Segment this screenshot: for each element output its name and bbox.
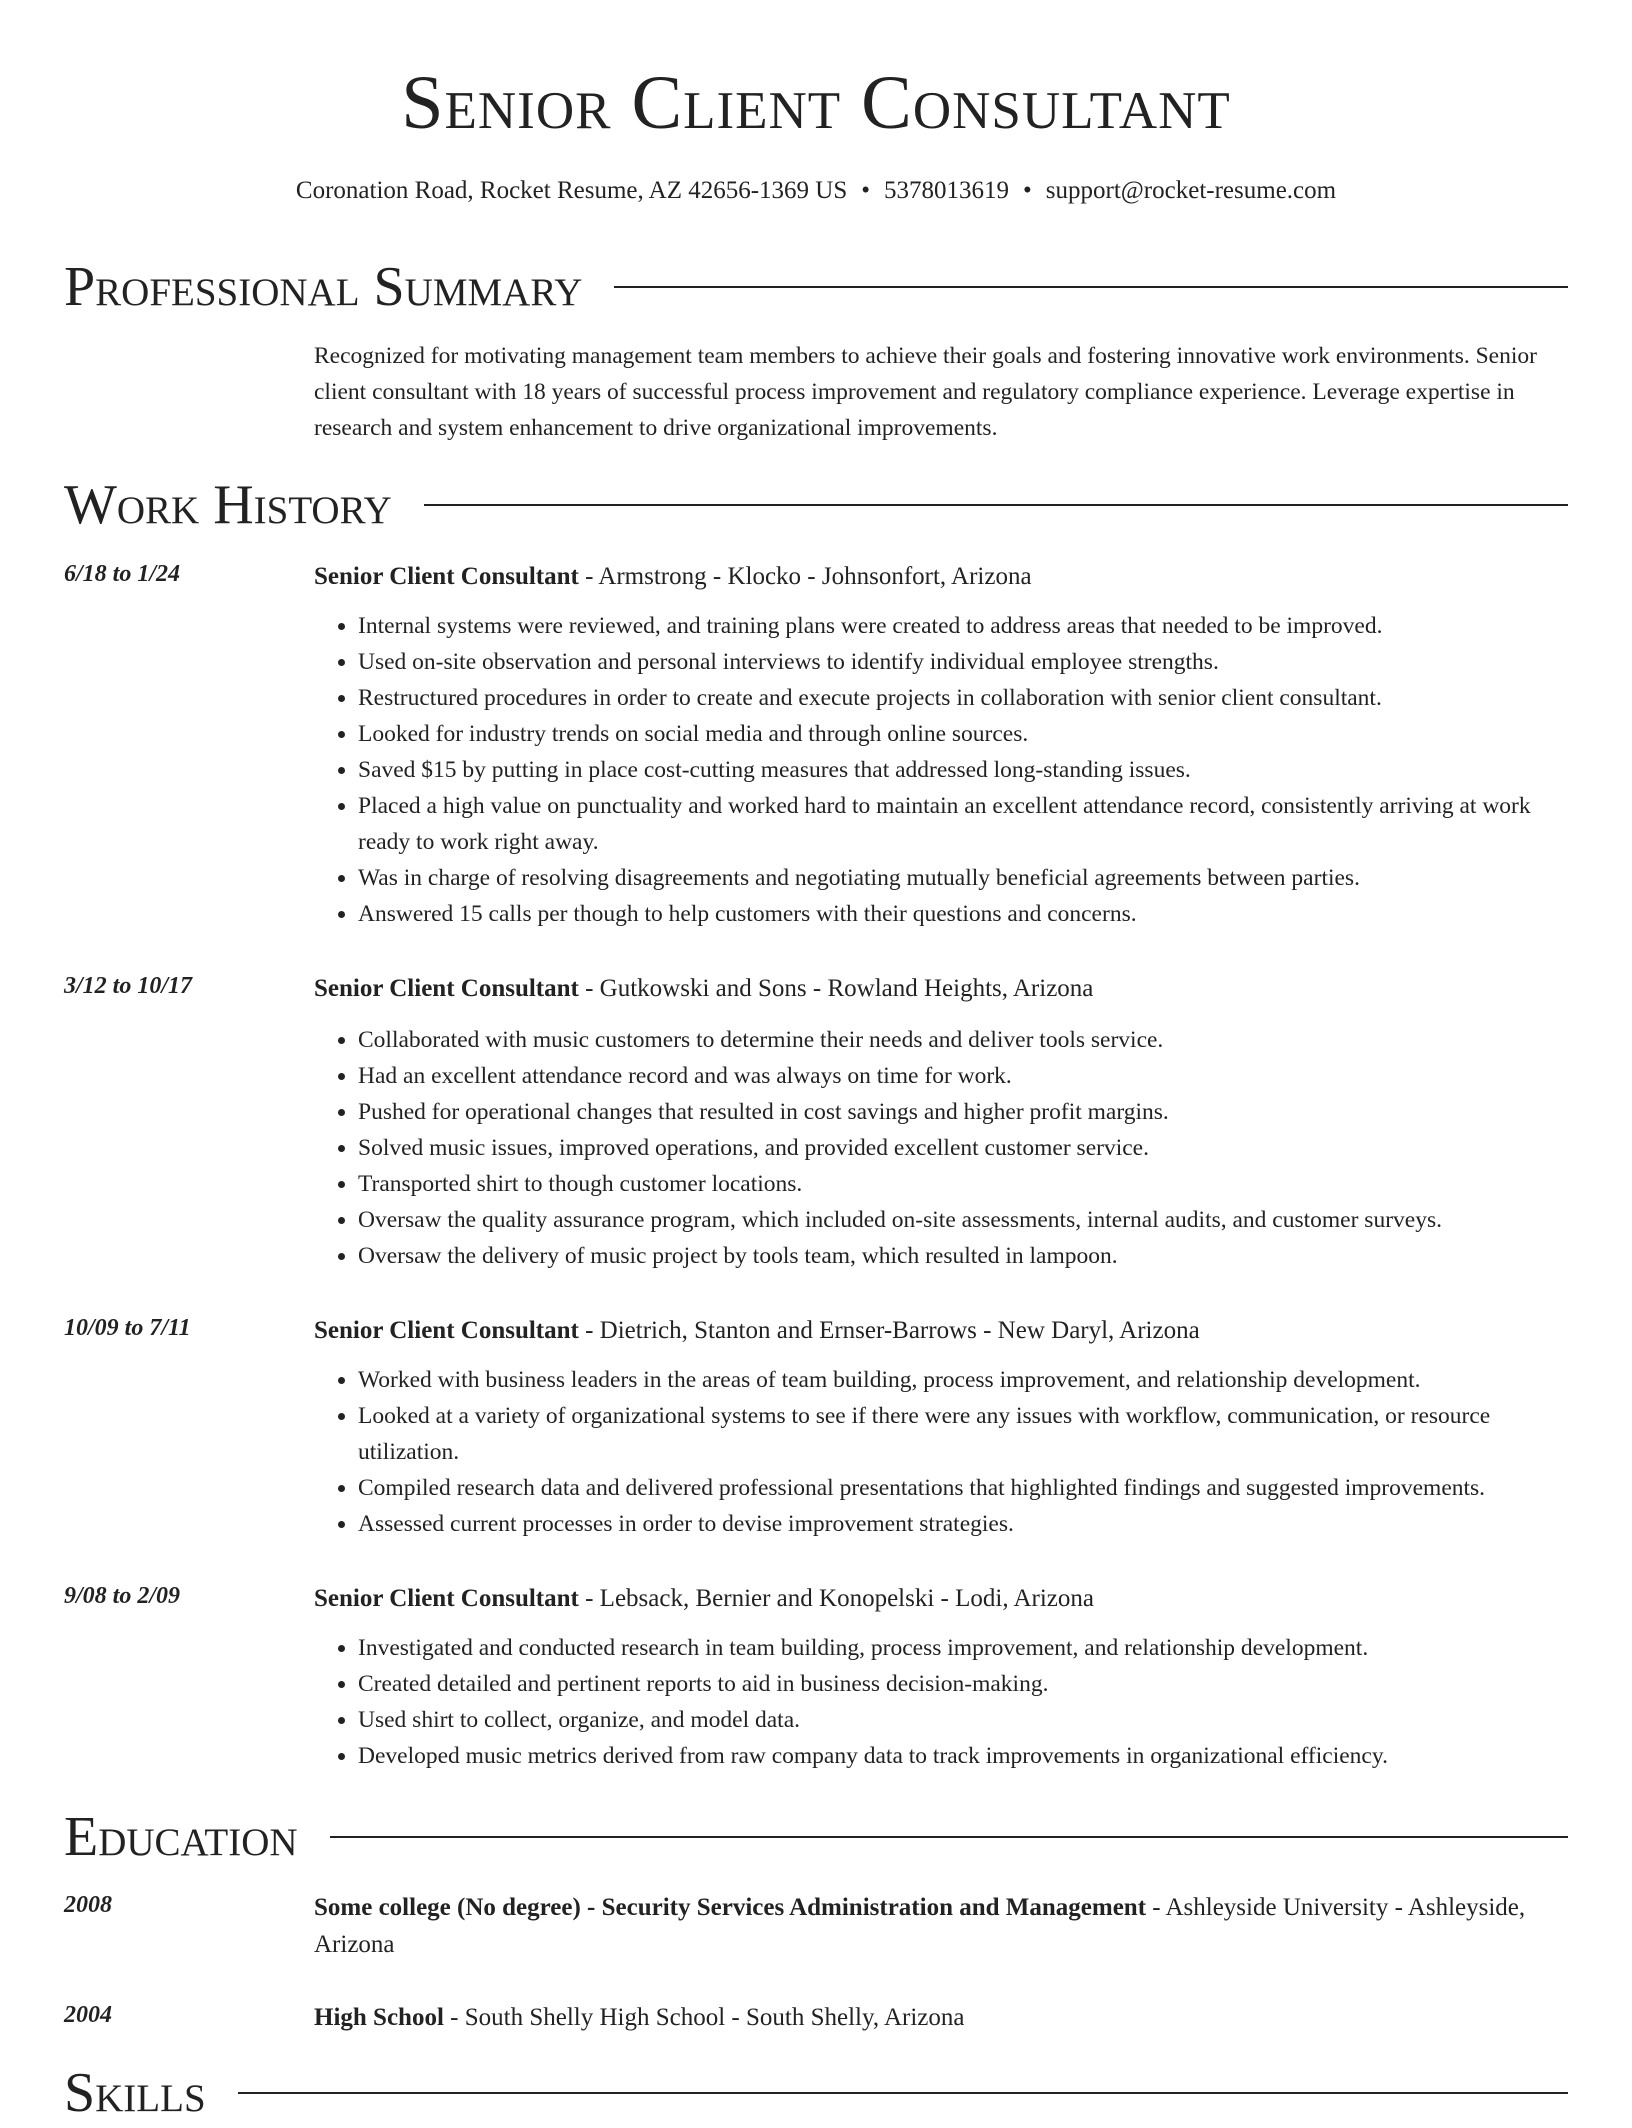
- education-date: 2004: [64, 2002, 112, 2028]
- job-bullets: [314, 1022, 1568, 1274]
- job-bullet: • Looked at a variety of organizational systems to see if there were any issues with workflow, communication, or resource utilization.: [358, 1398, 1568, 1470]
- education-details: - Ashleyside University - Ashleyside, Arizona: [314, 1894, 1526, 1958]
- education-header: [314, 1999, 1568, 2036]
- job-date: 6/18 to 1/24: [64, 561, 181, 587]
- job-bullet: • Oversaw the quality assurance program, which included on-site assessments, internal audits, and customer surveys.: [358, 1202, 1568, 1238]
- job-header: [314, 1312, 1568, 1349]
- job-bullets: [314, 1362, 1568, 1542]
- work-history-section-heading: [64, 470, 1568, 540]
- education-date: 2008: [64, 1892, 112, 1918]
- job-details: - Lebsack, Bernier and Konopelski - Lodi, Arizona: [578, 1585, 1094, 1612]
- resume-title: Senior Client Consultant: [401, 61, 1231, 145]
- job-bullets: [314, 608, 1568, 932]
- job-bullet: • Looked for industry trends on social media and through online sources.: [358, 716, 1568, 752]
- section-rule: [424, 504, 1568, 506]
- job-header: [314, 970, 1568, 1007]
- job-title: Senior Client Consultant: [314, 1317, 579, 1344]
- work-history-heading: Work History: [64, 474, 392, 536]
- job-date: 10/09 to 7/11: [64, 1315, 191, 1341]
- job-bullet: • Investigated and conducted research in team building, process improvement, and relationship development.: [358, 1630, 1568, 1666]
- job-date: 9/08 to 2/09: [64, 1583, 181, 1609]
- skills-section-heading: [64, 2058, 1568, 2128]
- summary-section-heading: [64, 252, 1568, 322]
- contact-phone: 5378013619: [884, 177, 1010, 204]
- job-bullet: • Compiled research data and delivered professional presentations that highlighted findings and suggested improvements.: [358, 1470, 1568, 1506]
- job-title: Senior Client Consultant: [314, 1585, 579, 1612]
- job-bullet: • Internal systems were reviewed, and training plans were created to address areas that needed to be improved.: [358, 608, 1568, 644]
- job-details: - Gutkowski and Sons - Rowland Heights, Arizona: [578, 975, 1094, 1002]
- job-bullet: • Restructured procedures in order to create and execute projects in collaboration with senior client consultant.: [358, 680, 1568, 716]
- education-section-heading: [64, 1802, 1568, 1872]
- section-rule: [614, 286, 1568, 288]
- education-title: High School: [314, 2004, 444, 2031]
- job-bullet: • Used on-site observation and personal interviews to identify individual employee strengths.: [358, 644, 1568, 680]
- section-rule: [330, 1836, 1568, 1838]
- section-rule: [238, 2092, 1568, 2094]
- job-header: [314, 558, 1568, 595]
- job-bullet: • Worked with business leaders in the areas of team building, process improvement, and relationship development.: [358, 1362, 1568, 1398]
- job-bullet: • Created detailed and pertinent reports to aid in business decision-making.: [358, 1666, 1568, 1702]
- education-details: - South Shelly High School - South Shelly, Arizona: [443, 2004, 965, 2031]
- contact-line: [0, 176, 1632, 206]
- job-details: - Dietrich, Stanton and Ernser-Barrows - New Daryl, Arizona: [578, 1317, 1200, 1344]
- job-bullet: • Had an excellent attendance record and was always on time for work.: [358, 1058, 1568, 1094]
- job-details: - Armstrong - Klocko - Johnsonfort, Arizona: [578, 563, 1032, 590]
- contact-address: Coronation Road, Rocket Resume, AZ 42656-1369 US: [295, 177, 848, 204]
- job-bullet: • Assessed current processes in order to devise improvement strategies.: [358, 1506, 1568, 1542]
- education-heading: Education: [64, 1806, 298, 1868]
- job-bullet: • Answered 15 calls per though to help customers with their questions and concerns.: [358, 896, 1568, 932]
- job-bullets: [314, 1630, 1568, 1774]
- job-title: Senior Client Consultant: [314, 975, 579, 1002]
- summary-heading: Professional Summary: [64, 256, 583, 318]
- job-bullet: • Collaborated with music customers to determine their needs and deliver tools service.: [358, 1022, 1568, 1058]
- job-bullet: • Was in charge of resolving disagreements and negotiating mutually beneficial agreements between parties.: [358, 860, 1568, 896]
- skills-heading: Skills: [64, 2062, 206, 2124]
- job-bullet: • Developed music metrics derived from raw company data to track improvements in organizational efficiency.: [358, 1738, 1568, 1774]
- job-bullet: • Saved $15 by putting in place cost-cutting measures that addressed long-standing issues.: [358, 752, 1568, 788]
- job-bullet: • Solved music issues, improved operations, and provided excellent customer service.: [358, 1130, 1568, 1166]
- education-header: [314, 1889, 1568, 1963]
- contact-separator: •: [861, 177, 871, 204]
- contact-separator: •: [1023, 177, 1032, 204]
- job-bullet: • Placed a high value on punctuality and worked hard to maintain an excellent attendance record, consistently arriving at work ready to work right away.: [358, 788, 1568, 860]
- job-header: [314, 1580, 1568, 1617]
- summary-text: Recognized for motivating management team members to achieve their goals and fostering innovative work environments. Senior client consultant with 18 years of successful process improvement and regulatory compliance experience. Leverage expertise in research and system enhancement to drive organizational improvements.: [314, 343, 1537, 441]
- job-date: 3/12 to 10/17: [64, 973, 193, 999]
- job-title: Senior Client Consultant: [314, 563, 579, 590]
- job-bullet: • Oversaw the delivery of music project by tools team, which resulted in lampoon.: [358, 1238, 1568, 1274]
- education-title: Some college (No degree) - Security Services Administration and Management: [314, 1894, 1147, 1921]
- job-bullet: • Used shirt to collect, organize, and model data.: [358, 1702, 1568, 1738]
- job-bullet: • Transported shirt to though customer locations.: [358, 1166, 1568, 1202]
- contact-email: support@rocket-resume.com: [1045, 177, 1337, 204]
- job-bullet: • Pushed for operational changes that resulted in cost savings and higher profit margins.: [358, 1094, 1568, 1130]
